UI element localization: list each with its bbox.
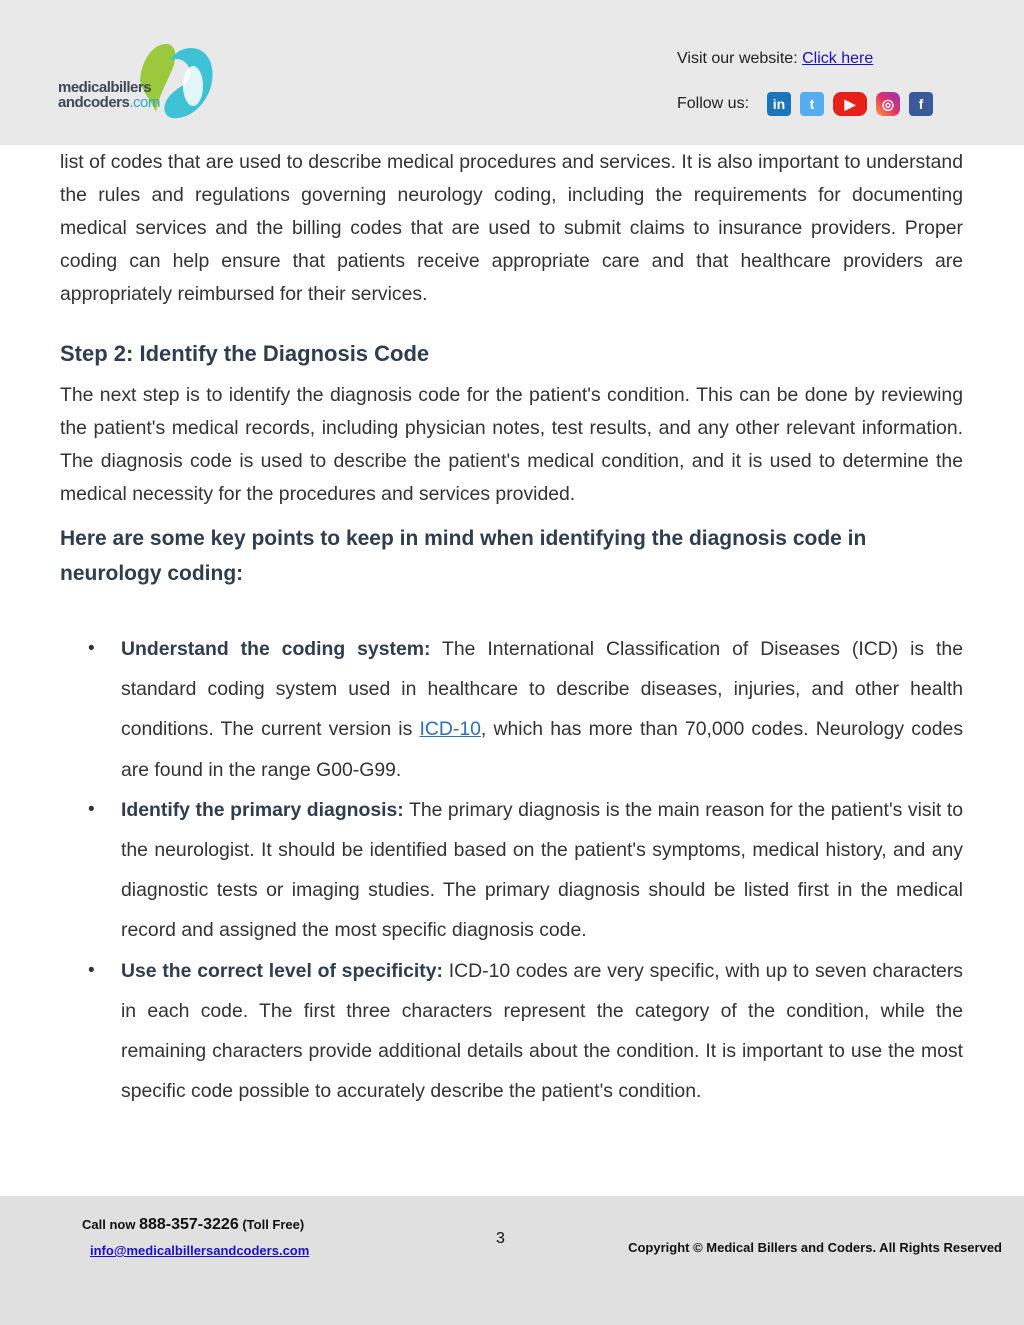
icd10-link[interactable]: ICD-10 bbox=[419, 718, 481, 741]
list-item: • Identify the primary diagnosis: The primary diagnosis is the main reason for the patient's visit to the neurologist. It should be identified based on the patient's symptoms, medical history, and any diagnostic tests or imaging studies. The primary diagnosis should be listed first in the medical record and assigned the most specific diagnosis code. bbox=[60, 790, 963, 951]
social-links bbox=[767, 92, 933, 116]
visit-label: Visit our website: bbox=[677, 50, 798, 67]
instagram-icon[interactable]: ◎ bbox=[876, 92, 900, 116]
bullet-title: Identify the primary diagnosis: bbox=[121, 798, 404, 821]
document-body bbox=[60, 146, 963, 1111]
bullet-title: Use the correct level of specificity: bbox=[121, 959, 443, 982]
logo-line1: medicalbillers bbox=[58, 79, 152, 96]
logo-line2: andcoders.com bbox=[58, 94, 160, 111]
key-points-heading: Here are some key points to keep in mind when identifying the diagnosis code in neurology coding: bbox=[60, 527, 867, 585]
linkedin-icon[interactable]: in bbox=[767, 92, 791, 116]
twitter-icon[interactable]: t bbox=[800, 92, 824, 116]
copyright-text: Copyright © Medical Billers and Coders. All Rights Reserved bbox=[628, 1240, 1002, 1255]
bullet-icon: • bbox=[88, 798, 95, 820]
page-footer bbox=[0, 1196, 1024, 1325]
page-header bbox=[0, 0, 1024, 145]
logo-com: .com bbox=[129, 94, 160, 111]
phone-number[interactable]: 888-357-3226 bbox=[139, 1216, 239, 1233]
visit-website bbox=[677, 50, 873, 68]
page-number: 3 bbox=[496, 1230, 505, 1247]
list-item: • Understand the coding system: The International Classification of Diseases (ICD) is the standard coding system used in healthcare to describe diseases, injuries, and other health conditions. The current version is ICD-10, which has more than 70,000 codes. Neurology codes are found in the range G00-G99. bbox=[60, 629, 963, 790]
follow-label: Follow us: bbox=[677, 95, 750, 112]
youtube-icon[interactable]: ▶ bbox=[833, 92, 867, 116]
bullet-icon: • bbox=[88, 638, 95, 659]
facebook-icon[interactable]: f bbox=[909, 92, 933, 116]
key-points-list bbox=[60, 629, 963, 1111]
step-heading: Step 2: Identify the Diagnosis Code bbox=[60, 341, 430, 366]
step-paragraph: The next step is to identify the diagnosis code for the patient's condition. This can be done by reviewing the patient's medical records, including physician notes, test results, and any other relevant information. The diagnosis code is used to describe the patient's medical condition, and it is used to determine the medical necessity for the procedures and services provided. bbox=[60, 384, 963, 505]
list-item: • Use the correct level of specificity: ICD-10 codes are very specific, with up to seven characters in each code. The first three characters represent the category of the condition, while the remaining characters provide additional details about the condition. It is important to use the most specific code possible to accurately describe the patient's condition. bbox=[60, 951, 963, 1112]
email-link[interactable]: info@medicalbillersandcoders.com bbox=[90, 1243, 310, 1258]
logo-wordmark bbox=[58, 80, 160, 110]
bullet-title: Understand the coding system: bbox=[121, 638, 431, 660]
website-link[interactable]: Click here bbox=[802, 50, 874, 67]
call-now: Call now 888-357-3226 (Toll Free) bbox=[82, 1216, 305, 1233]
intro-paragraph: list of codes that are used to describe medical procedures and services. It is also important to understand the rules and regulations governing neurology coding, including the requirements for documenting medical services and the billing codes that are used to submit claims to insurance providers. Proper coding can help ensure that patients receive appropriate care and that healthcare providers are appropriately reimbursed for their services. bbox=[60, 151, 963, 305]
bullet-icon: • bbox=[88, 959, 95, 981]
company-logo[interactable] bbox=[58, 40, 218, 122]
